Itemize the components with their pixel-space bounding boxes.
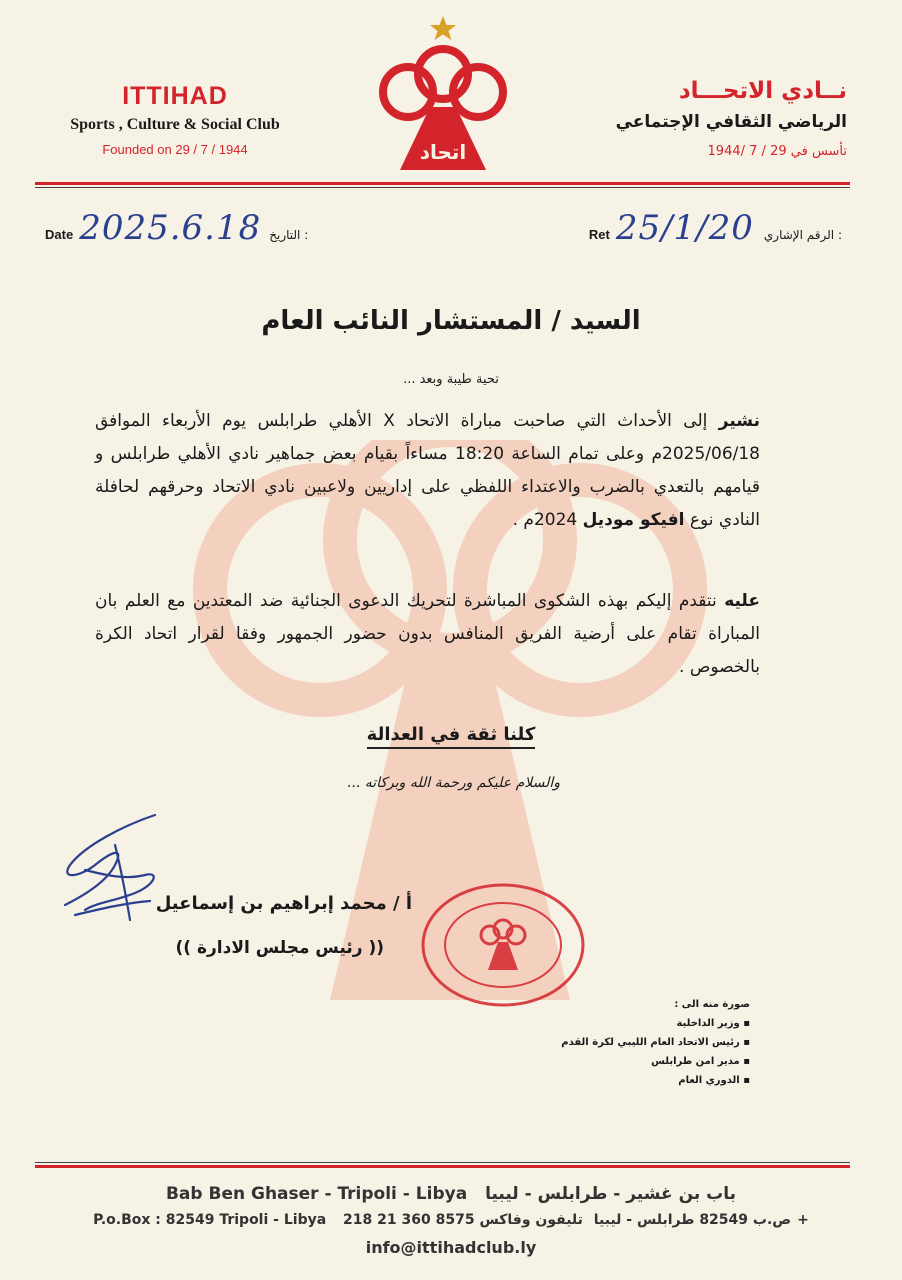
closing-salutation: والسلام عليكم ورحمة الله وبركاته ... — [346, 775, 560, 791]
date-field — [45, 208, 308, 248]
club-name-en: ITTIHAD — [122, 82, 228, 110]
ref-label-ar: الرقم الإشاري : — [763, 228, 842, 242]
p1-bus-model: افيكو موديل — [582, 510, 685, 530]
date-label-ar: التاريخ : — [269, 228, 309, 242]
ref-value: 25/1/20 — [615, 208, 754, 248]
p1-lead: نشير — [718, 411, 760, 431]
date-label-en: Date — [45, 227, 74, 242]
p1-text-a: إلى الأحداث التي صاحبت مباراة الاتحاد X الأهلي طرابلس يوم الأربعاء الموافق 2025/06/18م وعلى تمام الساعة 18:20 مساءاً بقيام بعض جماهير نادي الأهلي طرابلس و قيامهم بالتعدي بالضرب والاعتداء اللفظي على إداريين ولاعبين نادي الاتحاد وحرقهم لحافلة النادي نوع — [95, 411, 760, 530]
cc-list — [420, 995, 750, 1090]
footer-divider — [35, 1162, 850, 1168]
motto-text: كلنا ثقة في العدالة — [367, 724, 536, 749]
club-subtitle-ar: الرياضي الثقافي الإجتماعي — [615, 112, 847, 132]
cc-item: ▪ رئيس الاتحاد العام الليبي لكرة القدم — [420, 1033, 750, 1052]
ref-label-en: Ret — [588, 227, 610, 242]
cc-item: ▪ الدوري العام — [420, 1071, 750, 1090]
signatory-title: (( رئيس مجلس الادارة )) — [175, 938, 384, 958]
greeting: تحية طيبة وبعد ... — [403, 372, 499, 387]
p2-text: نتقدم إليكم بهذه الشكوى المباشرة لتحريك الدعوى الجنائية ضد المعتدين مع العلم بان المباراة تقام على أرضية الفريق المنافس بدون حضور الجمهور وفقا لقرار اتحاد الكرة بالخصوص . — [95, 591, 760, 677]
founded-ar: تأسس في 29 / 7 /1944 — [707, 144, 847, 159]
addressee: السيد / المستشار النائب العام — [261, 306, 641, 336]
footer-contact — [0, 1212, 902, 1228]
club-name-ar: نــادي الاتحـــاد — [678, 78, 847, 104]
club-logo-icon — [378, 12, 508, 177]
address-en: Bab Ben Ghaser - Tripoli - Libya — [165, 1184, 468, 1204]
cc-item: ▪ وزير الداخلية — [420, 1014, 750, 1033]
founded-en: Founded on 29 / 7 / 1944 — [102, 142, 248, 157]
paragraph-incident — [95, 405, 760, 537]
paragraph-request — [95, 585, 760, 684]
address-ar: باب بن غشير - طرابلس - ليبيا — [485, 1184, 737, 1204]
pobox-en: P.o.Box : 82549 Tripoli - Libya — [93, 1212, 327, 1228]
header-divider — [35, 182, 850, 188]
p1-text-b: 2024م . — [512, 510, 583, 530]
club-stamp-icon — [418, 880, 588, 1010]
phone-fax: تليفون وفاكس 8575 360 21 218+ — [343, 1212, 809, 1228]
pobox-ar: ص.ب 82549 طرابلس - ليبيا — [593, 1212, 792, 1228]
date-value: 2025.6.18 — [79, 208, 262, 248]
club-subtitle-en: Sports , Culture & Social Club — [70, 116, 280, 133]
header-arabic — [577, 78, 847, 159]
p2-lead: عليه — [724, 591, 760, 611]
header-english — [40, 82, 310, 157]
signatory-name: أ / محمد إبراهيم بن إسماعيل — [155, 893, 412, 914]
cc-item: ▪ مدير امن طرابلس — [420, 1052, 750, 1071]
logo-text: اتحاد — [419, 140, 467, 164]
footer-address — [0, 1184, 902, 1204]
footer-email: info@ittihadclub.ly — [365, 1238, 537, 1257]
reference-field — [589, 208, 842, 248]
motto — [0, 724, 902, 749]
cc-heading: صورة منه الى : — [674, 999, 750, 1010]
